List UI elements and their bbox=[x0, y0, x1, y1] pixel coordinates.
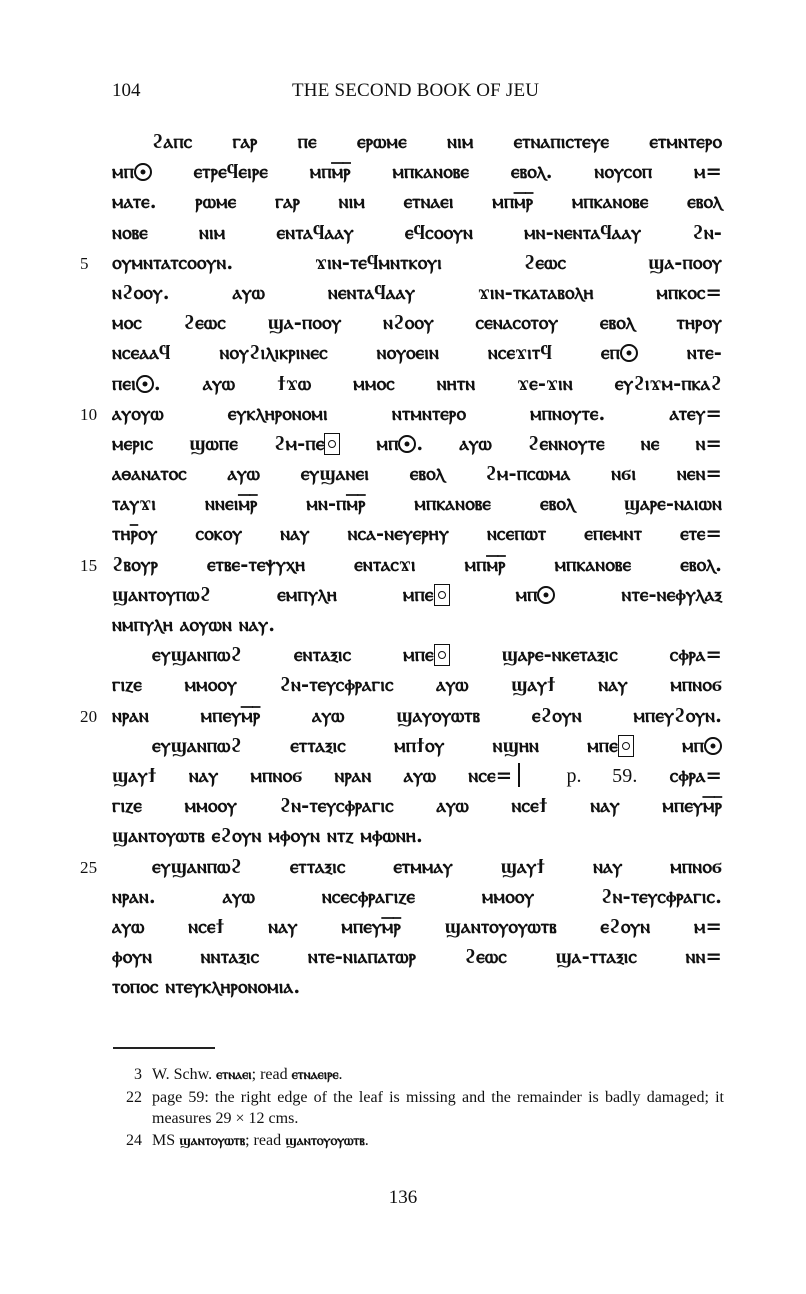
line-content bbox=[112, 308, 722, 338]
text-line bbox=[112, 338, 722, 368]
folio-number: 104 bbox=[112, 80, 141, 101]
coptic-text: ϩⲃⲟⲩⲣ ⲉⲧⲃⲉ-ⲧⲉⲯⲩⲭⲏ ⲉⲛⲧⲁⲥϫⲓ ⲙⲡⲙ̅ⲣ̅ ⲙⲡⲕⲁⲛⲟⲃⲉ ⲉⲃⲟⲗ. bbox=[112, 552, 722, 576]
line-content bbox=[112, 942, 722, 972]
footnote-number: 3 bbox=[134, 1066, 142, 1083]
coptic-text: ⲙⲟⲥ ϩⲉⲱⲥ ϣⲁ-ⲡⲟⲟⲩ ⲛϩⲟⲟⲩ ⲥⲉⲛⲁⲥⲟⲧⲟⲩ ⲉⲃⲟⲗ ⲧⲏⲣⲟⲩ bbox=[112, 311, 722, 335]
coptic-text: ⲛⲧⲉ-ⲛⲉⲫⲩⲗⲁⲝ bbox=[555, 582, 723, 606]
text-line bbox=[112, 278, 722, 308]
line-content bbox=[112, 670, 722, 700]
line-content bbox=[112, 338, 722, 368]
coptic-text: ϣⲁⲛⲧⲟⲩⲱⲧⲃ ⲉϩⲟⲩⲛ ⲙⲫⲟⲩⲛ ⲛⲧⲍ ⲙⲫⲱⲛⲏ. bbox=[112, 824, 423, 848]
text-line bbox=[112, 942, 722, 972]
text-line bbox=[112, 610, 722, 640]
line-content bbox=[112, 882, 722, 912]
text-line bbox=[80, 550, 722, 580]
coptic-text: ⲛⲙⲡⲩⲗⲏ ⲁⲟⲩⲱⲛ ⲛⲁⲩ. bbox=[112, 613, 276, 636]
boxed-circle-symbol-icon bbox=[434, 644, 450, 666]
coptic-text: ⲛⲣⲁⲛ. ⲁⲩⲱ ⲛⲥⲉⲥⲫⲣⲁⲅⲓⲍⲉ ⲙⲙⲟⲟⲩ ϩⲛ-ⲧⲉⲩⲥⲫⲣⲁⲅⲓⲥ. bbox=[112, 884, 722, 908]
coptic-text: ⲙⲁⲧⲉ. ⲣⲱⲙⲉ ⲅⲁⲣ ⲛⲓⲙ ⲉⲧⲛⲁⲉⲓ ⲙⲡⲙ̅ⲣ̅ ⲙⲡⲕⲁⲛⲟⲃⲉ ⲉⲃⲟⲗ bbox=[112, 190, 722, 214]
text-line bbox=[112, 821, 722, 851]
page-break-marker bbox=[518, 763, 520, 787]
coptic-text: ϣⲁⲣⲉ-ⲛⲕⲉⲧⲁⲝⲓⲥ ⲥⲫⲣⲁ= bbox=[449, 643, 722, 667]
line-content bbox=[112, 248, 722, 278]
line-content bbox=[112, 580, 722, 610]
footnote bbox=[112, 1087, 724, 1130]
coptic-text: ϣⲁⲩϯ ⲛⲁⲩ ⲙⲡⲛⲟϭ ⲛⲣⲁⲛ ⲁⲩⲱ ⲛⲥⲉ= bbox=[112, 763, 513, 787]
line-content bbox=[112, 701, 722, 731]
footnote bbox=[112, 1064, 724, 1087]
coptic-text: ⲧⲏⲣ̅ⲟⲩ ⲥⲟⲕⲟⲩ ⲛⲁⲩ ⲛⲥⲁ-ⲛⲉⲩⲉⲣⲏⲩ ⲛⲥⲉⲡⲱⲧ ⲉⲡⲉⲙⲛⲧ ⲉⲧⲉ= bbox=[112, 522, 722, 546]
line-content bbox=[112, 519, 722, 549]
line-content bbox=[152, 640, 722, 670]
text-line bbox=[112, 731, 722, 761]
footnotes bbox=[112, 1064, 724, 1152]
coptic-text: ⲙⲡ bbox=[449, 582, 538, 606]
footnote-fragment: ; read bbox=[251, 1066, 292, 1083]
coptic-text: ⲛⲥⲉⲁⲁϥ ⲛⲟⲩϩⲓⲗⲓⲕⲣⲓⲛⲉⲥ ⲛⲟⲩⲟⲉⲓⲛ ⲛⲥⲉϫⲓⲧϥ ⲉⲡ bbox=[112, 341, 620, 365]
coptic-text: ⲛⲧⲉ- bbox=[637, 341, 722, 365]
circle-dot-symbol-icon bbox=[134, 163, 152, 181]
footnote-fragment: . bbox=[364, 1131, 369, 1149]
text-line bbox=[112, 489, 722, 519]
footnote-fragment: MS bbox=[152, 1131, 180, 1149]
line-content bbox=[112, 821, 722, 851]
line-content bbox=[112, 399, 722, 429]
coptic-text: ⲉⲩϣⲁⲛⲡⲱϩ ⲉⲧⲧⲁⲝⲓⲥ ⲙⲡϯⲟⲩ ⲛϣⲏⲛ ⲙⲡⲉ bbox=[152, 733, 618, 757]
circle-dot-symbol-icon bbox=[704, 737, 722, 755]
coptic-text: ⲙⲡ bbox=[340, 431, 399, 455]
text-line bbox=[112, 369, 722, 399]
text-line bbox=[80, 701, 722, 731]
coptic-word: ⲉⲧⲛⲁⲉⲓ bbox=[216, 1067, 252, 1083]
text-line bbox=[112, 912, 722, 942]
line-content bbox=[152, 731, 722, 761]
coptic-text: ⲥⲫⲣⲁ= bbox=[637, 763, 722, 787]
circle-dot-symbol-icon bbox=[537, 586, 555, 604]
footnote bbox=[112, 1130, 724, 1153]
coptic-text: ⲛⲣⲁⲛ ⲙⲡⲉⲩⲙ̅ⲣ̅ ⲁⲩⲱ ϣⲁⲩⲟⲩⲱⲧⲃ ⲉϩⲟⲩⲛ ⲙⲡⲉⲩϩⲟⲩⲛ. bbox=[112, 703, 722, 727]
coptic-text: . ⲁⲩⲱ ϯϫⲱ ⲙⲙⲟⲥ ⲛⲏⲧⲛ ϫⲉ-ϫⲓⲛ ⲉⲩϩⲓϫⲙ-ⲡⲕⲁϩ bbox=[153, 371, 722, 395]
footnote-divider bbox=[113, 1047, 215, 1049]
coptic-text: ⲁⲑⲁⲛⲁⲧⲟⲥ ⲁⲩⲱ ⲉⲩϣⲁⲛⲉⲓ ⲉⲃⲟⲗ ϩⲙ-ⲡⲥⲱⲙⲁ ⲛϭⲓ ⲛⲉⲛ= bbox=[112, 462, 722, 486]
text-line bbox=[112, 580, 722, 610]
manuscript-page-reference: p. 59. bbox=[526, 764, 638, 787]
coptic-text: ⲛϩⲟⲟⲩ. ⲁⲩⲱ ⲛⲉⲛⲧⲁϥⲁⲁⲩ ϫⲓⲛ-ⲧⲕⲁⲧⲁⲃⲟⲗⲏ ⲙⲡⲕⲟⲥ= bbox=[112, 280, 722, 304]
coptic-text: ⲧⲟⲡⲟⲥ ⲛⲧⲉⲩⲕⲗⲏⲣⲟⲛⲟⲙⲓⲁ. bbox=[112, 975, 301, 999]
line-content bbox=[112, 972, 722, 1002]
line-content bbox=[152, 852, 722, 882]
coptic-text: ⲫⲟⲩⲛ ⲛⲛⲧⲁⲝⲓⲥ ⲛⲧⲉ-ⲛⲓⲁⲡⲁⲧⲱⲣ ϩⲉⲱⲥ ϣⲁ-ⲧⲧⲁⲝⲓⲥ ⲛⲛ= bbox=[112, 945, 722, 969]
text-line bbox=[112, 127, 722, 157]
line-content bbox=[112, 218, 722, 248]
coptic-text: ⲅⲓⲍⲉ ⲙⲙⲟⲟⲩ ϩⲛ-ⲧⲉⲩⲥⲫⲣⲁⲅⲓⲥ ⲁⲩⲱ ϣⲁⲩϯ ⲛⲁⲩ ⲙⲡⲛⲟϭ bbox=[112, 673, 722, 697]
footnote-number: 24 bbox=[126, 1131, 142, 1149]
text-line bbox=[80, 248, 722, 278]
coptic-text: ⲛⲟⲃⲉ ⲛⲓⲙ ⲉⲛⲧⲁϥⲁⲁⲩ ⲉϥⲥⲟⲟⲩⲛ ⲙⲛ-ⲛⲉⲛⲧⲁϥⲁⲁⲩ ϩⲛ- bbox=[112, 220, 722, 244]
circle-dot-symbol-icon bbox=[136, 375, 154, 393]
text-line bbox=[112, 308, 722, 338]
text-line bbox=[112, 791, 722, 821]
line-number: 10 bbox=[80, 404, 98, 424]
line-content bbox=[112, 187, 722, 217]
footnote-fragment: . bbox=[338, 1066, 343, 1083]
line-content bbox=[112, 157, 722, 187]
text-line bbox=[112, 157, 722, 187]
line-content bbox=[112, 489, 722, 519]
text-line bbox=[112, 218, 722, 248]
running-title: THE SECOND BOOK OF JEU bbox=[292, 80, 540, 101]
coptic-text: ⲙⲉⲣⲓⲥ ϣⲱⲡⲉ ϩⲙ-ⲡⲉ bbox=[112, 431, 325, 455]
coptic-text: ⲟⲩⲙⲛⲧⲁⲧⲥⲟⲟⲩⲛ. ϫⲓⲛ-ⲧⲉϥⲙⲛⲧⲕⲟⲩⲓ ϩⲉⲱⲥ ϣⲁ-ⲡⲟⲟⲩ bbox=[112, 250, 722, 274]
coptic-text: ⲉⲧⲣⲉϥⲉⲓⲣⲉ ⲙⲡⲙ̅ⲣ̅ ⲙⲡⲕⲁⲛⲟⲃⲉ ⲉⲃⲟⲗ. ⲛⲟⲩⲥⲟⲡ ⲙ= bbox=[151, 160, 722, 184]
line-content bbox=[152, 127, 722, 157]
coptic-text: ⲙⲡ bbox=[633, 733, 704, 757]
footnote-text bbox=[152, 1064, 724, 1087]
coptic-text: ⲁⲩⲟⲩⲱ ⲉⲩⲕⲗⲏⲣⲟⲛⲟⲙⲓ ⲛⲧⲙⲛⲧⲉⲣⲟ ⲙⲡⲛⲟⲩⲧⲉ. ⲁⲧⲉⲩ= bbox=[112, 401, 722, 425]
coptic-text: ⲡⲉⲓ bbox=[112, 371, 136, 395]
line-number: 5 bbox=[80, 253, 89, 273]
line-content bbox=[112, 459, 722, 489]
circle-dot-symbol-icon bbox=[620, 344, 638, 362]
coptic-text: ⲉⲩϣⲁⲛⲡⲱϩ ⲉⲧⲧⲁⲝⲓⲥ ⲉⲧⲙⲙⲁⲩ ϣⲁⲩϯ ⲛⲁⲩ ⲙⲡⲛⲟϭ bbox=[152, 854, 722, 878]
boxed-circle-symbol-icon bbox=[324, 433, 340, 455]
footnote-fragment: ; read bbox=[245, 1131, 286, 1149]
text-line bbox=[80, 852, 722, 882]
text-line bbox=[112, 429, 722, 459]
text-line bbox=[112, 519, 722, 549]
footnote-text bbox=[152, 1087, 724, 1130]
text-line bbox=[112, 187, 722, 217]
coptic-text: ⲧⲁⲩϫⲓ ⲛⲛⲉⲓⲙ̅ⲣ̅ ⲙⲛ-ⲡⲙ̅ⲣ̅ ⲙⲡⲕⲁⲛⲟⲃⲉ ⲉⲃⲟⲗ ϣⲁⲣⲉ-ⲛⲁⲓⲱⲛ bbox=[112, 492, 722, 516]
coptic-word: ϣⲁⲛⲧⲟⲩⲱⲧⲃ bbox=[179, 1132, 246, 1149]
circle-dot-symbol-icon bbox=[398, 435, 416, 453]
line-content bbox=[112, 550, 722, 580]
text-line bbox=[112, 972, 722, 1002]
coptic-text-block bbox=[80, 127, 723, 1002]
coptic-text: . ⲁⲩⲱ ϩⲉⲛⲛⲟⲩⲧⲉ ⲛⲉ ⲛ= bbox=[416, 431, 722, 455]
coptic-text: ϩⲁⲡⲥ ⲅⲁⲣ ⲡⲉ ⲉⲣⲱⲙⲉ ⲛⲓⲙ ⲉⲧⲛⲁⲡⲓⲥⲧⲉⲩⲉ ⲉⲧⲙⲛⲧⲉⲣⲟ bbox=[152, 130, 722, 153]
line-content bbox=[112, 761, 722, 791]
coptic-text: ⲁⲩⲱ ⲛⲥⲉϯ ⲛⲁⲩ ⲙⲡⲉⲩⲙ̅ⲣ̅ ϣⲁⲛⲧⲟⲩⲟⲩⲱⲧⲃ ⲉϩⲟⲩⲛ ⲙ= bbox=[112, 914, 722, 938]
line-content bbox=[112, 429, 722, 459]
footnote-text bbox=[152, 1130, 724, 1153]
line-content bbox=[112, 610, 722, 640]
footnote-fragment: W. Schw. bbox=[152, 1066, 217, 1083]
line-content bbox=[112, 278, 722, 308]
line-number: 15 bbox=[80, 555, 98, 575]
coptic-text: ϣⲁⲛⲧⲟⲩⲡⲱϩ ⲉⲙⲡⲩⲗⲏ ⲙⲡⲉ bbox=[112, 582, 434, 606]
coptic-word: ⲉⲧⲛⲁⲉⲓⲣⲉ bbox=[291, 1067, 339, 1083]
coptic-word: ϣⲁⲛⲧⲟⲩⲟⲩⲱⲧⲃ bbox=[285, 1132, 365, 1149]
coptic-text: ⲙⲡ bbox=[112, 160, 134, 184]
footnote-number: 22 bbox=[126, 1088, 142, 1106]
line-number: 25 bbox=[80, 857, 98, 877]
text-line bbox=[112, 670, 722, 700]
line-content bbox=[112, 912, 722, 942]
text-line bbox=[112, 640, 722, 670]
line-content bbox=[112, 791, 722, 821]
text-line bbox=[112, 459, 722, 489]
boxed-circle-symbol-icon bbox=[434, 584, 450, 606]
text-line bbox=[112, 882, 722, 912]
footnote-fragment: page 59: the right edge of the leaf is missing and the remainder is badly damaged; it measures 29 × 12 cms. bbox=[152, 1088, 724, 1127]
coptic-text: ⲅⲓⲍⲉ ⲙⲙⲟⲟⲩ ϩⲛ-ⲧⲉⲩⲥⲫⲣⲁⲅⲓⲥ ⲁⲩⲱ ⲛⲥⲉϯ ⲛⲁⲩ ⲙⲡⲉⲩⲙ̅ⲣ̅ bbox=[112, 794, 722, 818]
line-number: 20 bbox=[80, 706, 98, 726]
page-number: 136 bbox=[388, 1187, 418, 1208]
line-content bbox=[112, 369, 722, 399]
text-line bbox=[112, 761, 722, 791]
coptic-text: ⲉⲩϣⲁⲛⲡⲱϩ ⲉⲛⲧⲁⲝⲓⲥ ⲙⲡⲉ bbox=[152, 643, 434, 667]
text-line bbox=[80, 399, 722, 429]
boxed-circle-symbol-icon bbox=[618, 735, 634, 757]
running-head bbox=[112, 80, 722, 108]
